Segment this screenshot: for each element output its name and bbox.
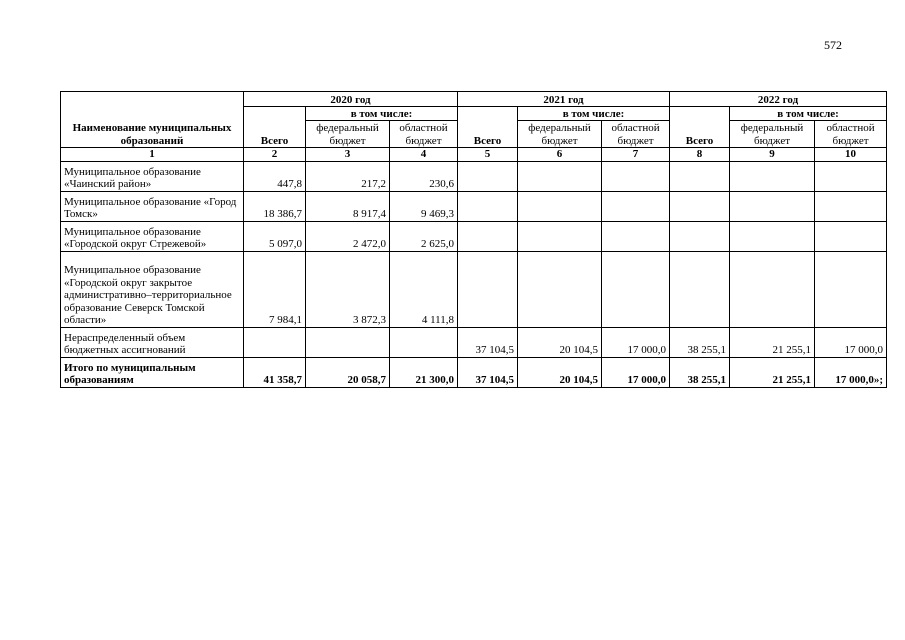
total-value: 41 358,7 (244, 357, 306, 387)
cell-value: 17 000,0 (602, 327, 670, 357)
cell-value: 217,2 (306, 161, 390, 191)
cell-value (602, 221, 670, 251)
header-federal-2022: федеральный бюджет (730, 121, 815, 148)
total-value: 20 104,5 (518, 357, 602, 387)
cell-value (815, 161, 887, 191)
cell-value: 18 386,7 (244, 191, 306, 221)
header-total-2022: Всего (670, 107, 730, 148)
cell-value (602, 251, 670, 327)
cell-value: 37 104,5 (458, 327, 518, 357)
table-row (61, 251, 887, 327)
cell-value (458, 221, 518, 251)
cell-value (458, 251, 518, 327)
header-regional-2022: областной бюджет (815, 121, 887, 148)
column-number: 6 (518, 148, 602, 162)
total-value: 21 300,0 (390, 357, 458, 387)
cell-value (390, 327, 458, 357)
cell-value (518, 251, 602, 327)
cell-value (730, 251, 815, 327)
header-regional-2021: областной бюджет (602, 121, 670, 148)
cell-value (306, 327, 390, 357)
cell-value (518, 161, 602, 191)
cell-value (730, 221, 815, 251)
cell-value (730, 161, 815, 191)
header-including-2022: в том числе: (730, 107, 887, 121)
cell-value (602, 161, 670, 191)
cell-value (670, 251, 730, 327)
total-value: 17 000,0»; (815, 357, 887, 387)
header-including-2020: в том числе: (306, 107, 458, 121)
total-value: 38 255,1 (670, 357, 730, 387)
row-name: Муниципальное образование «Городской округ Стрежевой» (61, 221, 244, 251)
cell-value: 2 625,0 (390, 221, 458, 251)
cell-value (244, 327, 306, 357)
total-row-name: Итого по муниципальным образованиям (61, 357, 244, 387)
column-number: 4 (390, 148, 458, 162)
row-name: Муниципальное образование «Город Томск» (61, 191, 244, 221)
row-name: Муниципальное образование «Городской округ закрытое административно–территориальное образование Северск Томской области» (61, 251, 244, 327)
row-name: Нераспределенный объем бюджетных ассигнований (61, 327, 244, 357)
cell-value: 2 472,0 (306, 221, 390, 251)
table-row (61, 221, 887, 251)
total-value: 20 058,7 (306, 357, 390, 387)
cell-value (815, 251, 887, 327)
cell-value: 3 872,3 (306, 251, 390, 327)
cell-value: 38 255,1 (670, 327, 730, 357)
cell-value: 21 255,1 (730, 327, 815, 357)
header-year-2020: 2020 год (244, 92, 458, 107)
column-number: 7 (602, 148, 670, 162)
budget-table (60, 91, 887, 388)
header-including-2021: в том числе: (518, 107, 670, 121)
cell-value (670, 221, 730, 251)
header-total-2020: Всего (244, 107, 306, 148)
header-federal-2020: федеральный бюджет (306, 121, 390, 148)
cell-value (730, 191, 815, 221)
cell-value: 5 097,0 (244, 221, 306, 251)
table-row (61, 191, 887, 221)
table-row (61, 327, 887, 357)
column-number: 10 (815, 148, 887, 162)
cell-value: 447,8 (244, 161, 306, 191)
total-value: 37 104,5 (458, 357, 518, 387)
column-number: 1 (61, 148, 244, 162)
cell-value (458, 161, 518, 191)
cell-value: 7 984,1 (244, 251, 306, 327)
row-name: Муниципальное образование «Чаинский район» (61, 161, 244, 191)
header-total-2021: Всего (458, 107, 518, 148)
cell-value (518, 191, 602, 221)
cell-value: 17 000,0 (815, 327, 887, 357)
cell-value (602, 191, 670, 221)
header-row-years (61, 92, 887, 107)
header-federal-2021: федеральный бюджет (518, 121, 602, 148)
header-name-column: Наименование муниципальных образований (61, 92, 244, 148)
column-number: 5 (458, 148, 518, 162)
cell-value (815, 221, 887, 251)
cell-value (815, 191, 887, 221)
cell-value: 9 469,3 (390, 191, 458, 221)
header-year-2021: 2021 год (458, 92, 670, 107)
header-year-2022: 2022 год (670, 92, 887, 107)
cell-value: 8 917,4 (306, 191, 390, 221)
header-regional-2020: областной бюджет (390, 121, 458, 148)
total-row (61, 357, 887, 387)
cell-value (518, 221, 602, 251)
total-value: 17 000,0 (602, 357, 670, 387)
cell-value (670, 161, 730, 191)
cell-value (458, 191, 518, 221)
column-number: 2 (244, 148, 306, 162)
column-number: 3 (306, 148, 390, 162)
table-row (61, 161, 887, 191)
column-number: 8 (670, 148, 730, 162)
total-value: 21 255,1 (730, 357, 815, 387)
column-number: 9 (730, 148, 815, 162)
cell-value (670, 191, 730, 221)
page-number: 572 (824, 38, 842, 52)
cell-value: 4 111,8 (390, 251, 458, 327)
cell-value: 230,6 (390, 161, 458, 191)
cell-value: 20 104,5 (518, 327, 602, 357)
column-number-row (61, 148, 887, 162)
